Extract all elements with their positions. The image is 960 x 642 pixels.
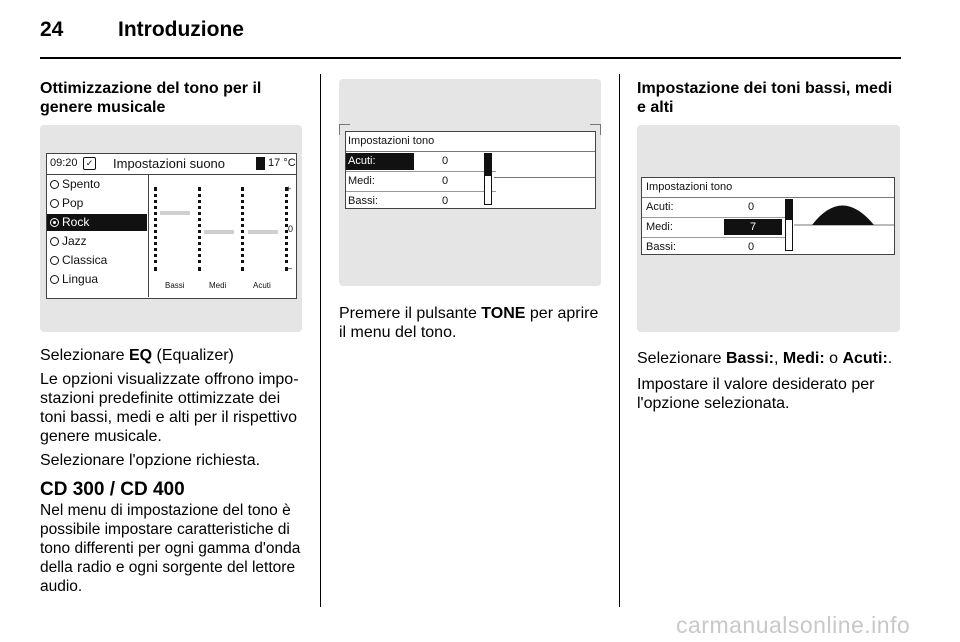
- radio-icon: [50, 237, 59, 246]
- tone-row-medi[interactable]: Medi: 7: [642, 217, 787, 237]
- radio-icon: [50, 199, 59, 208]
- tone-settings-title: Impostazioni tono: [348, 135, 435, 147]
- status-bar: [47, 154, 296, 175]
- tone-row-acuti[interactable]: Acuti: 0: [646, 201, 755, 213]
- tone-row-acuti[interactable]: Acuti: 0: [346, 152, 496, 171]
- column-3-text: [637, 349, 900, 413]
- tone-slider[interactable]: [785, 199, 793, 251]
- tone-settings-screenshot-2: [637, 125, 900, 332]
- eq-bar-medi: [204, 230, 234, 234]
- tone-settings-title: Impostazioni tono: [646, 181, 733, 193]
- eq-track: [154, 187, 160, 271]
- paragraph-select-eq: Selezionare EQ (Equalizer): [40, 347, 234, 364]
- tone-curve-baseline: [494, 177, 595, 178]
- paragraph-tone-button: Premere il pulsante TONE per aprire il menu del tono.: [339, 305, 599, 341]
- genre-option[interactable]: Spento: [47, 175, 147, 194]
- column-1-text: [40, 346, 302, 596]
- genre-list: [47, 175, 147, 289]
- genre-option[interactable]: Pop: [47, 194, 147, 213]
- eq-plus-label: +: [286, 184, 292, 194]
- eq-bar-bassi: [160, 211, 190, 215]
- section-heading-bass-mid-treble: Impostazione dei toni bassi, medi e alti: [637, 80, 893, 116]
- tone-settings-screen-2: [641, 177, 895, 255]
- radio-icon: [50, 256, 59, 265]
- eq-track: [198, 187, 204, 271]
- tone-settings-screen-1: [345, 131, 596, 209]
- paragraph-set-value: Impostare il valore desiderato per l'opzione selezionata.: [637, 376, 875, 412]
- radio-icon: [50, 180, 59, 189]
- column-divider-1: [320, 74, 321, 607]
- eq-bar-acuti: [248, 230, 278, 234]
- list-divider: [148, 175, 149, 297]
- genre-option-selected[interactable]: Rock: [47, 214, 147, 231]
- eq-label-bassi: Bassi: [165, 281, 185, 290]
- eq-label-acuti: Acuti: [253, 281, 271, 290]
- temperature: 17 °C: [268, 157, 296, 169]
- tone-row-bassi[interactable]: Bassi: 0: [642, 237, 787, 256]
- column-divider-2: [619, 74, 620, 607]
- section-heading-genre: Ottimizzazione del tono per il genere musicale: [40, 80, 262, 116]
- tone-row-bassi[interactable]: Bassi: 0: [346, 191, 496, 210]
- paragraph-select-band: Selezionare Bassi:, Medi: o Acuti:.: [637, 350, 893, 367]
- paragraph-options: Le opzioni visualizzate offrono impo-stazioni predefinite ottimizzate dei toni bassi, medi e alti per il rispettivo genere musicale.: [40, 371, 299, 445]
- tone-curve-mid-peak: [812, 206, 874, 226]
- sound-settings-screen: [46, 153, 297, 299]
- tone-curve-graph: [794, 198, 894, 254]
- page-title: Introduzione: [118, 18, 244, 41]
- genre-option[interactable]: Classica: [47, 251, 147, 270]
- paragraph-select-option: Selezionare l'opzione richiesta.: [40, 452, 261, 469]
- clock: 09:20: [50, 157, 78, 169]
- column-1-heading-block: [40, 79, 302, 117]
- genre-option[interactable]: Lingua: [47, 270, 147, 289]
- check-icon: ✓: [83, 157, 96, 170]
- thermometer-icon: [256, 157, 265, 170]
- tone-rows: [642, 198, 787, 256]
- tone-rows: [346, 152, 496, 210]
- eq-minus-label: –: [287, 263, 293, 273]
- eq-track: [241, 187, 247, 271]
- tone-row-medi[interactable]: Medi: 0: [346, 171, 496, 191]
- tone-slider-fill: [485, 154, 491, 176]
- tone-settings-screenshot-1: [339, 79, 601, 286]
- section-heading-cd: CD 300 / CD 400: [40, 479, 185, 500]
- eq-zero-label: 0: [288, 224, 294, 234]
- paragraph-cd: Nel menu di impostazione del tono è possibile impostare caratteristiche di tono differenti per ogni gamma d'onda della radio e ogni sorgente del lettore audio.: [40, 502, 301, 595]
- sound-settings-title: Impostazioni suono: [113, 156, 226, 171]
- sound-settings-screenshot: [40, 125, 302, 332]
- watermark: carmanualsonline.info: [676, 612, 911, 638]
- page-number: 24: [40, 18, 64, 41]
- column-2-text: [339, 304, 601, 342]
- tone-slider[interactable]: [484, 153, 492, 205]
- radio-icon: [50, 275, 59, 284]
- header-divider: [40, 57, 901, 59]
- genre-option[interactable]: Jazz: [47, 232, 147, 251]
- tone-slider-fill: [786, 200, 792, 220]
- column-3-heading-block: [637, 79, 900, 117]
- radio-selected-icon: [50, 218, 59, 227]
- eq-label-medi: Medi: [209, 281, 227, 290]
